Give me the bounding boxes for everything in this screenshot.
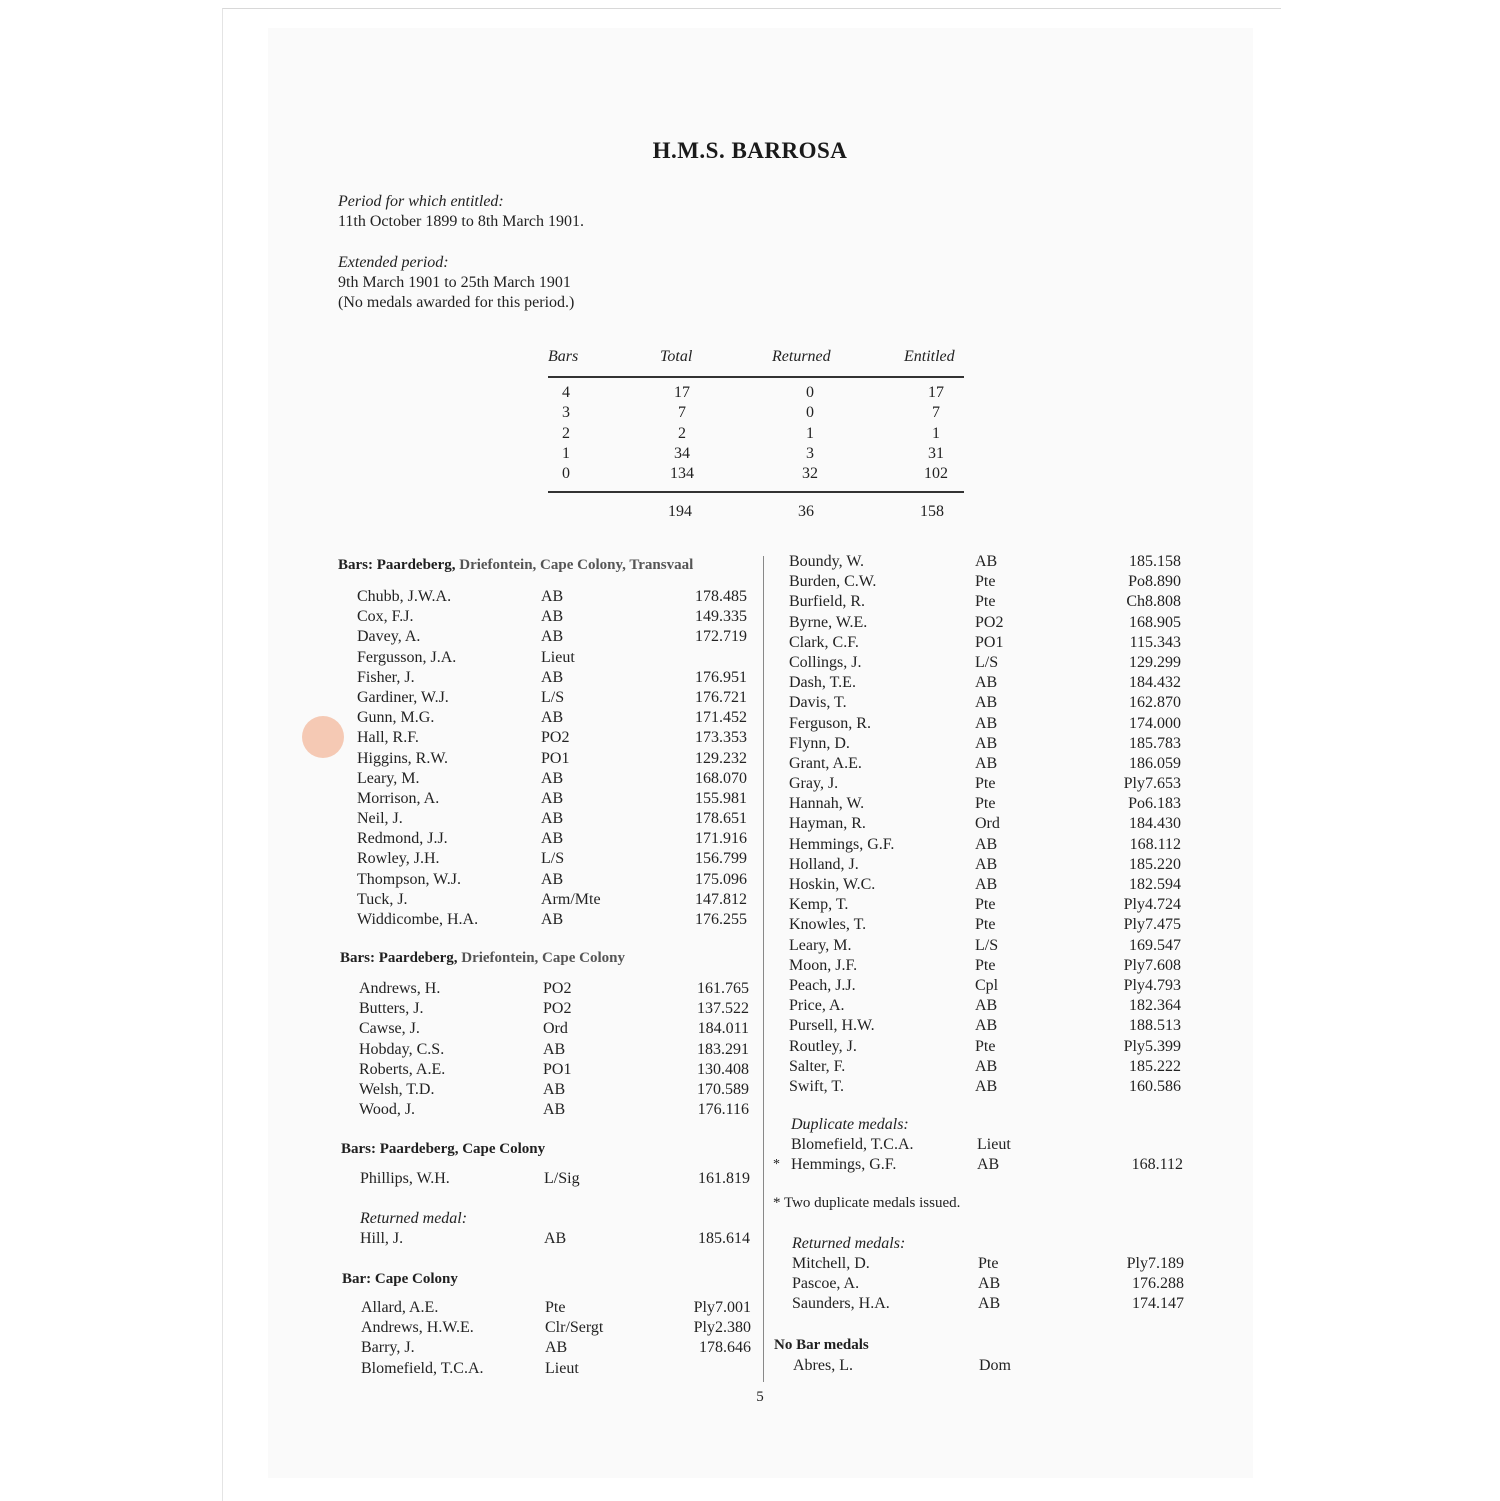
entry-name: Byrne, W.E. [789, 613, 868, 631]
entry-number: 162.870 [1129, 694, 1181, 712]
entry-name: Gardiner, W.J. [357, 688, 449, 706]
entry-name: Boundy, W. [789, 553, 864, 570]
page-number: 5 [756, 1389, 764, 1405]
duplicate-note: * Two duplicate medals issued. [773, 1195, 961, 1211]
summary-totals [548, 503, 964, 525]
entry-rank: Ord [975, 815, 1000, 833]
entry-number: 176.288 [1132, 1275, 1184, 1293]
entry-name: Andrews, H. [359, 980, 441, 997]
entry-name: Davey, A. [357, 628, 421, 646]
entry-number: 160.586 [1129, 1077, 1181, 1095]
entry-rank: AB [545, 1339, 568, 1357]
entry-rank: Pte [545, 1299, 566, 1316]
entitlement-period [338, 192, 584, 232]
entry-name: Salter, F. [789, 1057, 846, 1075]
entry-name: Hoskin, W.C. [789, 876, 876, 893]
entry-number: Ply7.475 [1123, 916, 1181, 934]
entry-number: 130.408 [697, 1060, 749, 1078]
entry-name: Saunders, H.A. [792, 1295, 890, 1313]
entry-rank: AB [975, 1057, 998, 1075]
period-label: Period for which entitled: [338, 193, 504, 210]
entry-name: Andrews, H.W.E. [361, 1319, 474, 1337]
entry-name: Hall, R.F. [357, 729, 419, 747]
entry-number: 184.430 [1129, 815, 1181, 833]
entry-number: 168.905 [1129, 613, 1181, 631]
entry-number: Ply7.001 [693, 1299, 751, 1316]
summary-cell-total: 17 [674, 384, 690, 401]
entry-number: 185.158 [1129, 553, 1181, 570]
col-entitled: Entitled [904, 348, 955, 365]
entry-rank: AB [978, 1295, 1001, 1313]
entry-number: 169.547 [1129, 936, 1181, 954]
entry-name: Wood, J. [359, 1101, 416, 1119]
entry-number: 129.299 [1129, 653, 1181, 671]
entry-name: Knowles, T. [789, 916, 867, 934]
entry-rank: L/S [975, 936, 999, 954]
summary-cell-bars: 3 [562, 404, 570, 422]
entry-name: Hobday, C.S. [359, 1040, 445, 1058]
extended-value: 9th March 1901 to 25th March 1901 [338, 274, 571, 291]
entry-name: Cawse, J. [359, 1020, 420, 1038]
entry-rank: PO1 [541, 749, 570, 767]
entry-rank: Ord [543, 1020, 568, 1038]
entry-number: 176.721 [695, 688, 747, 706]
entry-rank: L/Sig [544, 1170, 580, 1187]
entry-rank: Cpl [975, 976, 999, 994]
entry-name: Cox, F.J. [357, 608, 414, 626]
col-bars: Bars [548, 348, 579, 365]
section-heading-4-bars [338, 557, 693, 574]
entry-rank: AB [541, 608, 564, 626]
entry-rank: PO1 [543, 1060, 572, 1078]
entry-name: Dash, T.E. [789, 674, 856, 692]
entry-name: Butters, J. [359, 1000, 424, 1018]
entry-rank: AB [978, 1275, 1001, 1293]
entry-number: Ply4.793 [1123, 976, 1181, 994]
summary-row [548, 425, 964, 445]
entry-number: 168.112 [1131, 1156, 1183, 1174]
summary-row [548, 384, 964, 404]
entry-number: 182.364 [1129, 997, 1181, 1015]
entry-name: Holland, J. [789, 855, 859, 873]
summary-cell-bars: 4 [562, 384, 570, 401]
entry-number: 178.646 [699, 1339, 751, 1357]
entry-number: Ply4.724 [1123, 896, 1181, 914]
entry-name: Davis, T. [789, 694, 847, 712]
entry-number: 174.000 [1129, 714, 1181, 732]
entry-name: Gunn, M.G. [357, 709, 435, 727]
entry-name: Barry, J. [361, 1339, 415, 1357]
entry-rank: AB [541, 830, 564, 848]
entry-rank: Lieut [545, 1359, 579, 1377]
total-total: 194 [668, 503, 692, 521]
entry-name: Clark, C.F. [789, 633, 859, 651]
summary-cell-returned: 1 [806, 424, 814, 442]
summary-table [548, 348, 964, 525]
entry-rank: AB [975, 674, 998, 692]
entry-rank: AB [541, 769, 564, 787]
summary-rule [548, 376, 964, 378]
summary-cell-bars: 2 [562, 424, 570, 442]
entry-name: Roberts, A.E. [359, 1060, 446, 1078]
entry-number: 175.096 [695, 870, 747, 888]
entry-rank: AB [975, 754, 998, 772]
summary-cell-entitled: 102 [924, 465, 948, 483]
entry-rank: Arm/Mte [541, 890, 601, 908]
entry-name: Chubb, J.W.A. [357, 588, 452, 605]
entry-rank: AB [541, 588, 564, 605]
entry-number: 178.485 [695, 588, 747, 605]
entry-rank: AB [541, 628, 564, 646]
section-heading-2-bars: Bars: Paardeberg, Cape Colony [341, 1141, 546, 1157]
entry-name: Moon, J.F. [789, 956, 858, 974]
entry-number: 183.291 [697, 1040, 749, 1058]
total-entitled: 158 [920, 503, 944, 521]
entry-rank: AB [975, 876, 998, 893]
entry-rank: AB [541, 911, 564, 928]
entry-name: Blomefield, T.C.A. [791, 1136, 914, 1153]
page-title: H.M.S. BARROSA [652, 138, 848, 163]
entry-rank: AB [543, 1080, 566, 1098]
entry-number: 185.614 [698, 1230, 750, 1247]
summary-cell-total: 2 [678, 424, 686, 442]
returned-medals-heading: Returned medals: [792, 1235, 906, 1252]
entry-number: Ch8.808 [1126, 593, 1181, 611]
entry-number: 170.589 [697, 1080, 749, 1098]
entry-rank: AB [544, 1230, 567, 1247]
summary-cell-total: 7 [678, 404, 686, 422]
entry-name: Widdicombe, H.A. [357, 911, 479, 928]
entry-number: 161.819 [698, 1170, 750, 1187]
no-bar-heading: No Bar medals [774, 1337, 869, 1353]
entry-name: Welsh, T.D. [359, 1080, 435, 1098]
entry-number: 172.719 [695, 628, 747, 646]
col-returned: Returned [772, 348, 831, 365]
entry-number: 185.222 [1129, 1057, 1181, 1075]
entry-number: 188.513 [1129, 1017, 1181, 1035]
entry-rank: L/S [541, 688, 565, 706]
entry-number: 176.951 [695, 668, 747, 686]
entry-name: Fergusson, J.A. [357, 648, 457, 666]
entry-name: Hill, J. [360, 1230, 404, 1247]
entry-number: 184.011 [697, 1020, 749, 1038]
entry-number: 168.112 [1129, 835, 1181, 853]
entry-name: Allard, A.E. [361, 1299, 439, 1316]
entry-name: Pascoe, A. [792, 1275, 860, 1293]
entry-rank: AB [541, 709, 564, 727]
entry-rank: AB [975, 855, 998, 873]
section-heading-1-bar: Bar: Cape Colony [342, 1271, 458, 1287]
entry-number: 149.335 [695, 608, 747, 626]
entry-name: Hayman, R. [789, 815, 866, 833]
entry-rank: Pte [975, 956, 996, 974]
entry-number: Ply2.380 [693, 1319, 751, 1337]
entry-name: Redmond, J.J. [357, 830, 448, 848]
summary-row [548, 445, 964, 465]
entry-name: Blomefield, T.C.A. [361, 1359, 484, 1377]
entry-rank: AB [975, 835, 998, 853]
entry-rank: AB [975, 714, 998, 732]
entry-rank: Lieut [977, 1136, 1011, 1153]
entry-rank: AB [975, 1017, 998, 1035]
entry-name: Collings, J. [789, 653, 862, 671]
entry-rank: AB [975, 694, 998, 712]
entry-rank: PO2 [975, 613, 1004, 631]
summary-cell-entitled: 7 [932, 404, 940, 422]
entry-rank: Clr/Sergt [545, 1319, 604, 1337]
entry-rank: AB [977, 1156, 1000, 1174]
entry-rank: AB [975, 997, 998, 1015]
entry-name: Rowley, J.H. [357, 850, 440, 868]
entry-name: Higgins, R.W. [357, 749, 448, 767]
entry-rank: AB [543, 1040, 566, 1058]
entry-number: 185.220 [1129, 855, 1181, 873]
extended-note: (No medals awarded for this period.) [338, 294, 575, 311]
entry-rank: Dom [979, 1357, 1011, 1374]
summary-cell-returned: 0 [806, 384, 814, 401]
heading-bold: Bars: Paardeberg, [340, 950, 458, 966]
entry-rank: Pte [978, 1255, 999, 1272]
entry-name: Leary, M. [357, 769, 420, 787]
entry-name: Leary, M. [789, 936, 852, 954]
entry-number: 156.799 [695, 850, 747, 868]
entry-name: Morrison, A. [357, 789, 440, 807]
entry-rank: AB [541, 789, 564, 807]
col-total: Total [660, 348, 693, 365]
entry-name: Thompson, W.J. [357, 870, 462, 888]
summary-cell-bars: 1 [562, 444, 570, 462]
extended-label: Extended period: [338, 254, 449, 271]
entry-name: Hannah, W. [789, 795, 865, 813]
entry-rank: PO2 [541, 729, 570, 747]
entry-rank: AB [975, 1077, 998, 1095]
entry-number: 186.059 [1129, 754, 1181, 772]
returned-medal-heading: Returned medal: [360, 1210, 468, 1227]
entry-number: Po6.183 [1128, 795, 1181, 813]
entry-number: Po8.890 [1128, 573, 1181, 591]
summary-row [548, 404, 964, 424]
entry-number: 129.232 [695, 749, 747, 767]
entry-number: 171.916 [695, 830, 747, 848]
entry-number: Ply7.653 [1123, 775, 1181, 793]
summary-header [548, 348, 964, 374]
entry-name: Burden, C.W. [789, 573, 877, 591]
entry-name: Kemp, T. [789, 896, 849, 914]
entry-rank: L/S [541, 850, 565, 868]
entry-name: Grant, A.E. [789, 754, 862, 772]
summary-cell-entitled: 31 [928, 444, 944, 462]
entry-rank: PO1 [975, 633, 1004, 651]
entry-rank: Pte [975, 593, 996, 611]
entry-name: Hemmings, G.F. [791, 1156, 897, 1174]
entry-number: 161.765 [697, 980, 749, 997]
entry-name: Gray, J. [789, 775, 839, 793]
entry-rank: AB [541, 870, 564, 888]
entry-name: Flynn, D. [789, 734, 850, 752]
entry-name: Routley, J. [789, 1037, 857, 1055]
entry-rank: AB [975, 734, 998, 752]
summary-cell-entitled: 17 [928, 384, 944, 401]
period-value: 11th October 1899 to 8th March 1901. [338, 213, 585, 230]
summary-cell-entitled: 1 [932, 424, 940, 442]
entry-name: Phillips, W.H. [360, 1170, 450, 1187]
entry-number: 147.812 [695, 890, 747, 908]
entry-number: 178.651 [695, 810, 747, 828]
entry-number: 174.147 [1132, 1295, 1184, 1313]
entry-rank: PO2 [543, 1000, 572, 1018]
entry-name: Peach, J.J. [789, 976, 856, 994]
entry-name: Abres, L. [793, 1357, 853, 1374]
entry-rank: AB [543, 1101, 566, 1119]
duplicate-medals-heading: Duplicate medals: [791, 1116, 909, 1133]
entry-rank: Pte [975, 775, 996, 793]
summary-cell-total: 34 [674, 444, 690, 462]
entry-number: Ply7.608 [1123, 956, 1181, 974]
section-heading-3-bars [340, 950, 625, 967]
entry-rank: Pte [975, 916, 996, 934]
entry-rank: Pte [975, 1037, 996, 1055]
extended-period [338, 253, 574, 313]
summary-cell-returned: 3 [806, 444, 814, 462]
entry-rank: Pte [975, 573, 996, 591]
entry-rank: AB [975, 553, 998, 570]
entry-rank: PO2 [543, 980, 572, 997]
entry-name: Hemmings, G.F. [789, 835, 895, 853]
entry-number: Ply5.399 [1123, 1037, 1181, 1055]
entry-number: 176.116 [697, 1101, 749, 1119]
entry-rank: AB [541, 810, 564, 828]
entry-number: 115.343 [1129, 633, 1181, 651]
entry-rank: Pte [975, 795, 996, 813]
entry-number: 168.070 [695, 769, 747, 787]
entry-number: 137.522 [697, 1000, 749, 1018]
entry-number: 171.452 [695, 709, 747, 727]
entry-number: 173.353 [695, 729, 747, 747]
entry-name: Swift, T. [789, 1077, 844, 1095]
entry-number: 182.594 [1129, 876, 1181, 893]
summary-cell-bars: 0 [562, 465, 570, 483]
entry-number: 176.255 [695, 911, 747, 928]
entry-name: Fisher, J. [357, 668, 415, 686]
summary-cell-returned: 0 [806, 404, 814, 422]
asterisk-mark: * [773, 1157, 780, 1172]
heading-bold: Bars: Paardeberg, [338, 557, 456, 573]
summary-total-rule [548, 491, 964, 493]
entry-name: Ferguson, R. [789, 714, 871, 732]
entry-number: 155.981 [695, 789, 747, 807]
heading-rest: Driefontein, Cape Colony, Transvaal [459, 557, 694, 573]
entry-rank: Lieut [541, 648, 575, 666]
entry-rank: Pte [975, 896, 996, 914]
entry-name: Mitchell, D. [792, 1255, 870, 1272]
entry-number: 185.783 [1129, 734, 1181, 752]
entry-rank: L/S [975, 653, 999, 671]
heading-rest: Driefontein, Cape Colony [461, 950, 625, 966]
summary-row [548, 465, 964, 485]
entry-number: 184.432 [1129, 674, 1181, 692]
total-returned: 36 [798, 503, 814, 521]
entry-name: Neil, J. [357, 810, 403, 828]
column-divider [763, 556, 764, 1382]
punch-hole-mark [302, 716, 344, 758]
entry-name: Price, A. [789, 997, 845, 1015]
summary-cell-returned: 32 [802, 465, 818, 483]
entry-name: Tuck, J. [357, 890, 408, 908]
entry-number: Ply7.189 [1126, 1255, 1184, 1272]
entry-name: Pursell, H.W. [789, 1017, 875, 1035]
entry-rank: AB [541, 668, 564, 686]
summary-cell-total: 134 [670, 465, 694, 483]
entry-name: Burfield, R. [789, 593, 865, 611]
